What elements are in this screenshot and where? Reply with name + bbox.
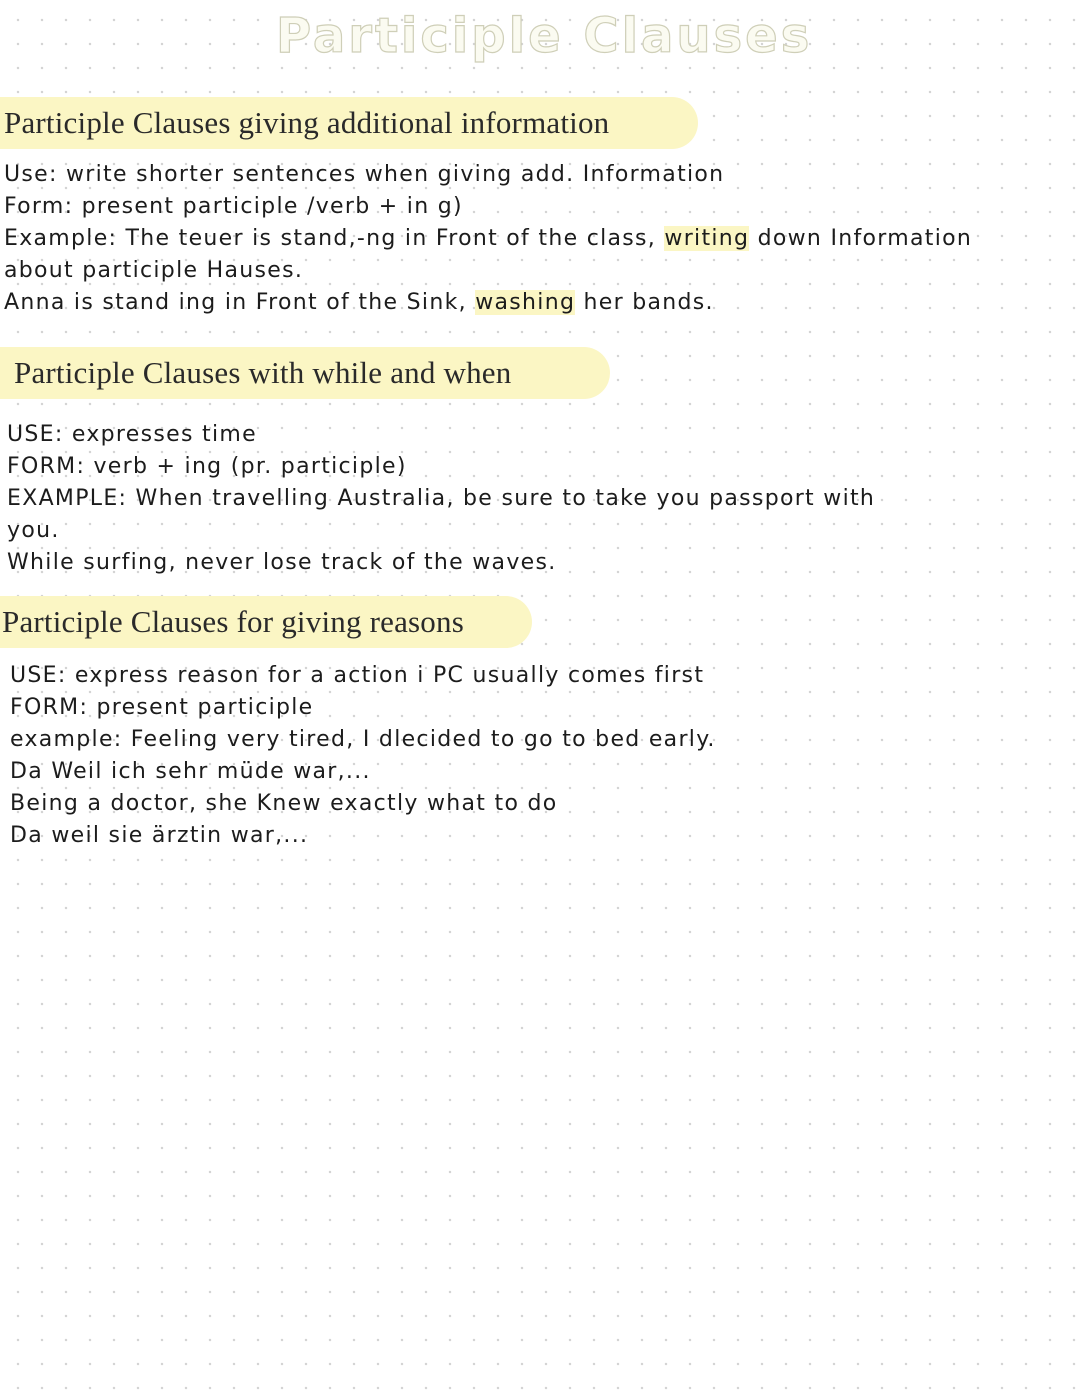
section-heading bbox=[0, 596, 716, 648]
example-line: While surfing, never lose track of the waves. bbox=[7, 550, 557, 575]
example-line: Being a doctor, she Knew exactly what to do bbox=[10, 791, 558, 816]
section-heading-text: Participle Clauses giving additional information bbox=[4, 105, 610, 140]
example-text-end: down Information bbox=[749, 226, 973, 251]
example-text-end: her bands. bbox=[575, 290, 714, 315]
section-notes bbox=[0, 419, 875, 579]
section-notes bbox=[0, 660, 716, 852]
example-line: example: Feeling very tired, I dlecided to go to bed early. bbox=[10, 727, 716, 752]
example-line bbox=[4, 223, 972, 255]
translation-line: Da Weil ich sehr müde war,... bbox=[10, 759, 371, 784]
example-text: Anna is stand ing in Front of the Sink, bbox=[4, 290, 476, 315]
example-line: EXAMPLE: When travelling Australia, be sure to take you passport with bbox=[7, 486, 876, 511]
section-additional-information bbox=[0, 97, 972, 319]
translation-line: Da weil sie ärztin war,... bbox=[10, 823, 309, 848]
use-line: Use: write shorter sentences when giving add. Information bbox=[4, 162, 725, 187]
example-text: Example: The teuer is stand,-ng in Front of the class, bbox=[4, 226, 665, 251]
section-heading-text: Participle Clauses for giving reasons bbox=[2, 604, 464, 639]
example-line bbox=[4, 287, 972, 319]
page-title: Participle Clauses bbox=[276, 8, 813, 64]
use-line: USE: express reason for a action i PC usually comes first bbox=[10, 663, 705, 688]
highlighted-word: writing bbox=[664, 226, 750, 251]
section-heading bbox=[0, 97, 972, 149]
section-while-and-when bbox=[0, 347, 875, 579]
form-line: FORM: verb + ing (pr. participle) bbox=[7, 454, 407, 479]
section-notes bbox=[0, 159, 972, 319]
highlighted-word: washing bbox=[475, 290, 576, 315]
section-heading-text: Participle Clauses with while and when bbox=[14, 355, 512, 390]
section-giving-reasons bbox=[0, 596, 716, 852]
example-line-continued: about participle Hauses. bbox=[4, 258, 304, 283]
form-line: FORM: present participle bbox=[10, 695, 314, 720]
form-line: Form: present participle /verb + in g) bbox=[4, 194, 463, 219]
example-line-continued: you. bbox=[7, 518, 60, 543]
section-heading bbox=[0, 347, 875, 399]
use-line: USE: expresses time bbox=[7, 422, 257, 447]
